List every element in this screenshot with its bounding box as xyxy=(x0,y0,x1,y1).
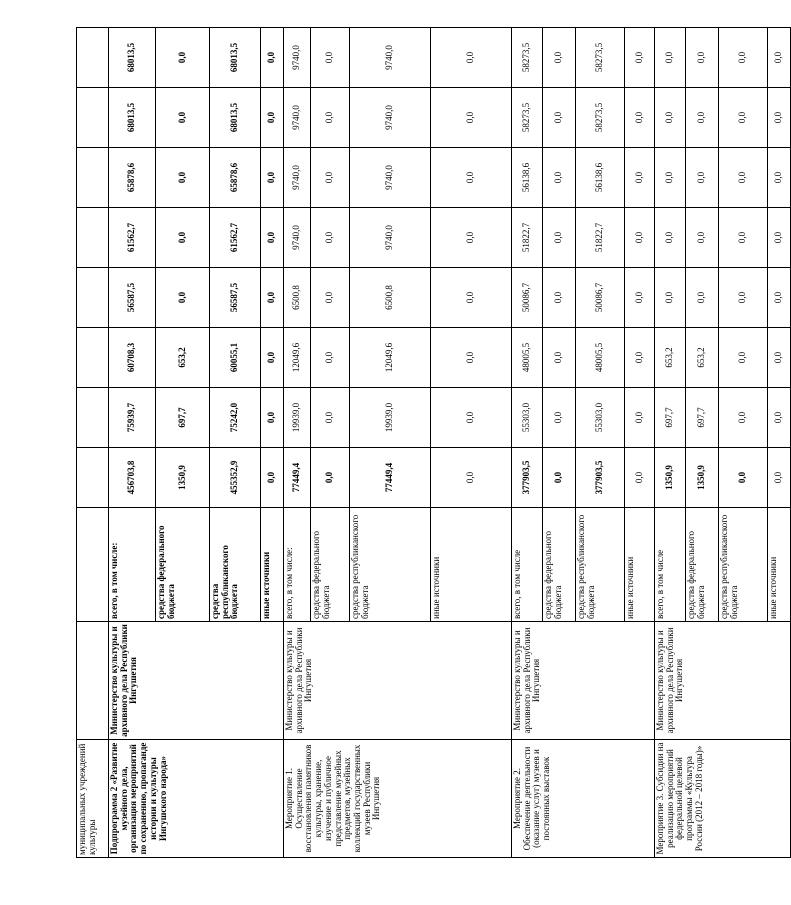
amount-cell: 65878,6 xyxy=(109,148,156,208)
funding-source-label: средства республиканского бюджета xyxy=(210,508,261,622)
amount-cell: 0,0 xyxy=(156,208,210,268)
amount-cell: 0,0 xyxy=(261,388,284,448)
responsible-org: Министерство культуры и архивного дела Республики Ингушетия xyxy=(655,622,791,740)
amount-cell: 0,0 xyxy=(261,268,284,328)
responsible-org: Министерство культуры и архивного дела Республики Ингушетия xyxy=(512,622,655,740)
funding-source-label: средства федерального бюджета xyxy=(311,508,350,622)
amount-cell: 0,0 xyxy=(719,448,768,508)
amount-cell: 60055,1 xyxy=(210,328,261,388)
amount-cell: 697,7 xyxy=(655,388,686,448)
amount-cell: 1350,9 xyxy=(156,448,210,508)
amount-cell: 9740,0 xyxy=(350,28,431,88)
amount-cell: 61562,7 xyxy=(109,208,156,268)
amount-cell: 0,0 xyxy=(543,388,576,448)
budget-table xyxy=(76,27,791,858)
funding-source-label: всего, в том числе: xyxy=(284,508,311,622)
amount-cell: 0,0 xyxy=(311,448,350,508)
amount-cell: 0,0 xyxy=(768,148,791,208)
amount-cell: 1350,9 xyxy=(686,448,719,508)
amount-cell: 0,0 xyxy=(686,88,719,148)
amount-cell: 0,0 xyxy=(311,28,350,88)
amount-cell: 0,0 xyxy=(156,28,210,88)
empty-cell xyxy=(77,148,109,208)
table-row xyxy=(77,28,109,858)
amount-cell: 68013,5 xyxy=(109,28,156,88)
amount-cell: 0,0 xyxy=(543,88,576,148)
amount-cell: 68013,5 xyxy=(210,88,261,148)
amount-cell: 0,0 xyxy=(719,28,768,88)
funding-source-label: средства республиканского бюджета xyxy=(719,508,768,622)
amount-cell: 0,0 xyxy=(311,388,350,448)
empty-cell xyxy=(77,28,109,88)
amount-cell: 0,0 xyxy=(431,28,512,88)
program-name: Мероприятие 3. Субсидии на реализацию мероприятий федеральной целевой программы «Культура России (2012 – 2018 годы)» xyxy=(655,740,791,858)
amount-cell: 56138,6 xyxy=(512,148,543,208)
amount-cell: 377903,5 xyxy=(576,448,625,508)
program-name: Подпрограмма 2 «Развитие музейного дела, организация мероприятий по сохранению, пропаганде истории и культуры Ингушского народа» xyxy=(109,740,284,858)
amount-cell: 6500,8 xyxy=(284,268,311,328)
amount-cell: 0,0 xyxy=(686,28,719,88)
amount-cell: 0,0 xyxy=(156,148,210,208)
amount-cell: 9740,0 xyxy=(350,88,431,148)
amount-cell: 50086,7 xyxy=(576,268,625,328)
amount-cell: 0,0 xyxy=(625,328,655,388)
table-row xyxy=(655,28,686,858)
amount-cell: 51822,7 xyxy=(576,208,625,268)
amount-cell: 0,0 xyxy=(768,208,791,268)
funding-source-label: всего, в том числе: xyxy=(109,508,156,622)
amount-cell: 68013,5 xyxy=(210,28,261,88)
funding-source-label: средства федерального бюджета xyxy=(686,508,719,622)
funding-source-label: средства республиканского бюджета xyxy=(350,508,431,622)
amount-cell: 0,0 xyxy=(655,28,686,88)
amount-cell: 697,7 xyxy=(686,388,719,448)
amount-cell: 0,0 xyxy=(686,268,719,328)
amount-cell: 0,0 xyxy=(543,148,576,208)
amount-cell: 0,0 xyxy=(431,328,512,388)
amount-cell: 0,0 xyxy=(156,88,210,148)
amount-cell: 0,0 xyxy=(543,28,576,88)
amount-cell: 58273,5 xyxy=(512,88,543,148)
responsible-org: Министерство культуры и архивного дела Республики Ингушетия xyxy=(109,622,284,740)
amount-cell: 0,0 xyxy=(431,388,512,448)
amount-cell: 0,0 xyxy=(768,268,791,328)
amount-cell: 9740,0 xyxy=(284,28,311,88)
table-row xyxy=(109,28,156,858)
amount-cell: 0,0 xyxy=(625,448,655,508)
amount-cell: 0,0 xyxy=(655,148,686,208)
amount-cell: 75939,7 xyxy=(109,388,156,448)
amount-cell: 51822,7 xyxy=(512,208,543,268)
empty-cell xyxy=(77,388,109,448)
program-name: Мероприятие 1. Осуществление восстановления памятников культуры, хранение, изучение и публичное представление музейных предметов, музейных коллекций государственных музеев Республики Ингушетия xyxy=(284,740,512,858)
amount-cell: 0,0 xyxy=(431,208,512,268)
amount-cell: 75242,0 xyxy=(210,388,261,448)
amount-cell: 0,0 xyxy=(719,268,768,328)
amount-cell: 0,0 xyxy=(311,148,350,208)
amount-cell: 0,0 xyxy=(543,208,576,268)
amount-cell: 653,2 xyxy=(686,328,719,388)
amount-cell: 0,0 xyxy=(431,148,512,208)
funding-source-label: иные источники xyxy=(261,508,284,622)
amount-cell: 0,0 xyxy=(768,328,791,388)
amount-cell: 0,0 xyxy=(311,268,350,328)
empty-cell xyxy=(77,268,109,328)
amount-cell: 0,0 xyxy=(261,448,284,508)
amount-cell: 77449,4 xyxy=(284,448,311,508)
amount-cell: 48005,5 xyxy=(576,328,625,388)
amount-cell: 697,7 xyxy=(156,388,210,448)
funding-source-label: средства федерального бюджета xyxy=(156,508,210,622)
amount-cell: 55303,0 xyxy=(576,388,625,448)
amount-cell: 61562,7 xyxy=(210,208,261,268)
amount-cell: 68013,5 xyxy=(109,88,156,148)
amount-cell: 58273,5 xyxy=(512,28,543,88)
amount-cell: 0,0 xyxy=(543,328,576,388)
amount-cell: 9740,0 xyxy=(350,148,431,208)
amount-cell: 0,0 xyxy=(625,148,655,208)
amount-cell: 19939,0 xyxy=(350,388,431,448)
amount-cell: 0,0 xyxy=(768,448,791,508)
amount-cell: 0,0 xyxy=(686,148,719,208)
amount-cell: 653,2 xyxy=(655,328,686,388)
amount-cell: 0,0 xyxy=(261,28,284,88)
table-row xyxy=(284,28,311,858)
amount-cell: 0,0 xyxy=(655,88,686,148)
empty-cell xyxy=(77,448,109,508)
amount-cell: 65878,6 xyxy=(210,148,261,208)
amount-cell: 9740,0 xyxy=(284,148,311,208)
funding-source-label: средства федерального бюджета xyxy=(543,508,576,622)
amount-cell: 0,0 xyxy=(768,88,791,148)
amount-cell: 653,2 xyxy=(156,328,210,388)
amount-cell: 0,0 xyxy=(261,208,284,268)
funding-source-label: средства республиканского бюджета xyxy=(576,508,625,622)
funding-source-label: иные источники xyxy=(625,508,655,622)
empty-cell xyxy=(77,622,109,740)
amount-cell: 455352,9 xyxy=(210,448,261,508)
amount-cell: 12049,6 xyxy=(350,328,431,388)
amount-cell: 0,0 xyxy=(768,28,791,88)
amount-cell: 6500,8 xyxy=(350,268,431,328)
amount-cell: 0,0 xyxy=(625,388,655,448)
funding-source-label: иные источники xyxy=(431,508,512,622)
amount-cell: 58273,5 xyxy=(576,28,625,88)
amount-cell: 0,0 xyxy=(431,268,512,328)
amount-cell: 0,0 xyxy=(655,208,686,268)
amount-cell: 0,0 xyxy=(431,88,512,148)
amount-cell: 456703,8 xyxy=(109,448,156,508)
amount-cell: 0,0 xyxy=(719,388,768,448)
amount-cell: 0,0 xyxy=(431,448,512,508)
amount-cell: 0,0 xyxy=(686,208,719,268)
amount-cell: 0,0 xyxy=(719,208,768,268)
amount-cell: 0,0 xyxy=(543,268,576,328)
amount-cell: 0,0 xyxy=(625,268,655,328)
table-row xyxy=(512,28,543,858)
funding-source-label: иные источники xyxy=(768,508,791,622)
empty-cell xyxy=(77,328,109,388)
amount-cell: 9740,0 xyxy=(284,88,311,148)
amount-cell: 48005,5 xyxy=(512,328,543,388)
amount-cell: 0,0 xyxy=(719,88,768,148)
amount-cell: 77449,4 xyxy=(350,448,431,508)
responsible-org: Министерство культуры и архивного дела Республики Ингушетия xyxy=(284,622,512,740)
amount-cell: 0,0 xyxy=(768,388,791,448)
amount-cell: 0,0 xyxy=(625,208,655,268)
amount-cell: 0,0 xyxy=(719,148,768,208)
amount-cell: 56587,5 xyxy=(210,268,261,328)
funding-source-label: всего, в том числе xyxy=(512,508,543,622)
amount-cell: 0,0 xyxy=(719,328,768,388)
amount-cell: 9740,0 xyxy=(350,208,431,268)
amount-cell: 0,0 xyxy=(311,328,350,388)
amount-cell: 0,0 xyxy=(311,208,350,268)
amount-cell: 1350,9 xyxy=(655,448,686,508)
amount-cell: 56138,6 xyxy=(576,148,625,208)
amount-cell: 0,0 xyxy=(156,268,210,328)
amount-cell: 19939,0 xyxy=(284,388,311,448)
program-name: Мероприятие 2. Обеспечение деятельности (оказание услуг) музеев и постоянных выставок xyxy=(512,740,655,858)
amount-cell: 55303,0 xyxy=(512,388,543,448)
empty-cell xyxy=(77,88,109,148)
empty-cell xyxy=(77,208,109,268)
funding-source-label: всего, в том числе xyxy=(655,508,686,622)
amount-cell: 58273,5 xyxy=(576,88,625,148)
amount-cell: 12049,6 xyxy=(284,328,311,388)
amount-cell: 60708,3 xyxy=(109,328,156,388)
amount-cell: 0,0 xyxy=(261,328,284,388)
row-name: муниципальных учреждений культуры xyxy=(77,740,109,858)
empty-cell xyxy=(77,508,109,622)
amount-cell: 0,0 xyxy=(261,148,284,208)
amount-cell: 377903,5 xyxy=(512,448,543,508)
amount-cell: 9740,0 xyxy=(284,208,311,268)
amount-cell: 0,0 xyxy=(625,88,655,148)
rotated-table-page xyxy=(76,28,784,858)
amount-cell: 50086,7 xyxy=(512,268,543,328)
amount-cell: 0,0 xyxy=(543,448,576,508)
amount-cell: 0,0 xyxy=(625,28,655,88)
amount-cell: 56587,5 xyxy=(109,268,156,328)
amount-cell: 0,0 xyxy=(311,88,350,148)
amount-cell: 0,0 xyxy=(261,88,284,148)
amount-cell: 0,0 xyxy=(655,268,686,328)
